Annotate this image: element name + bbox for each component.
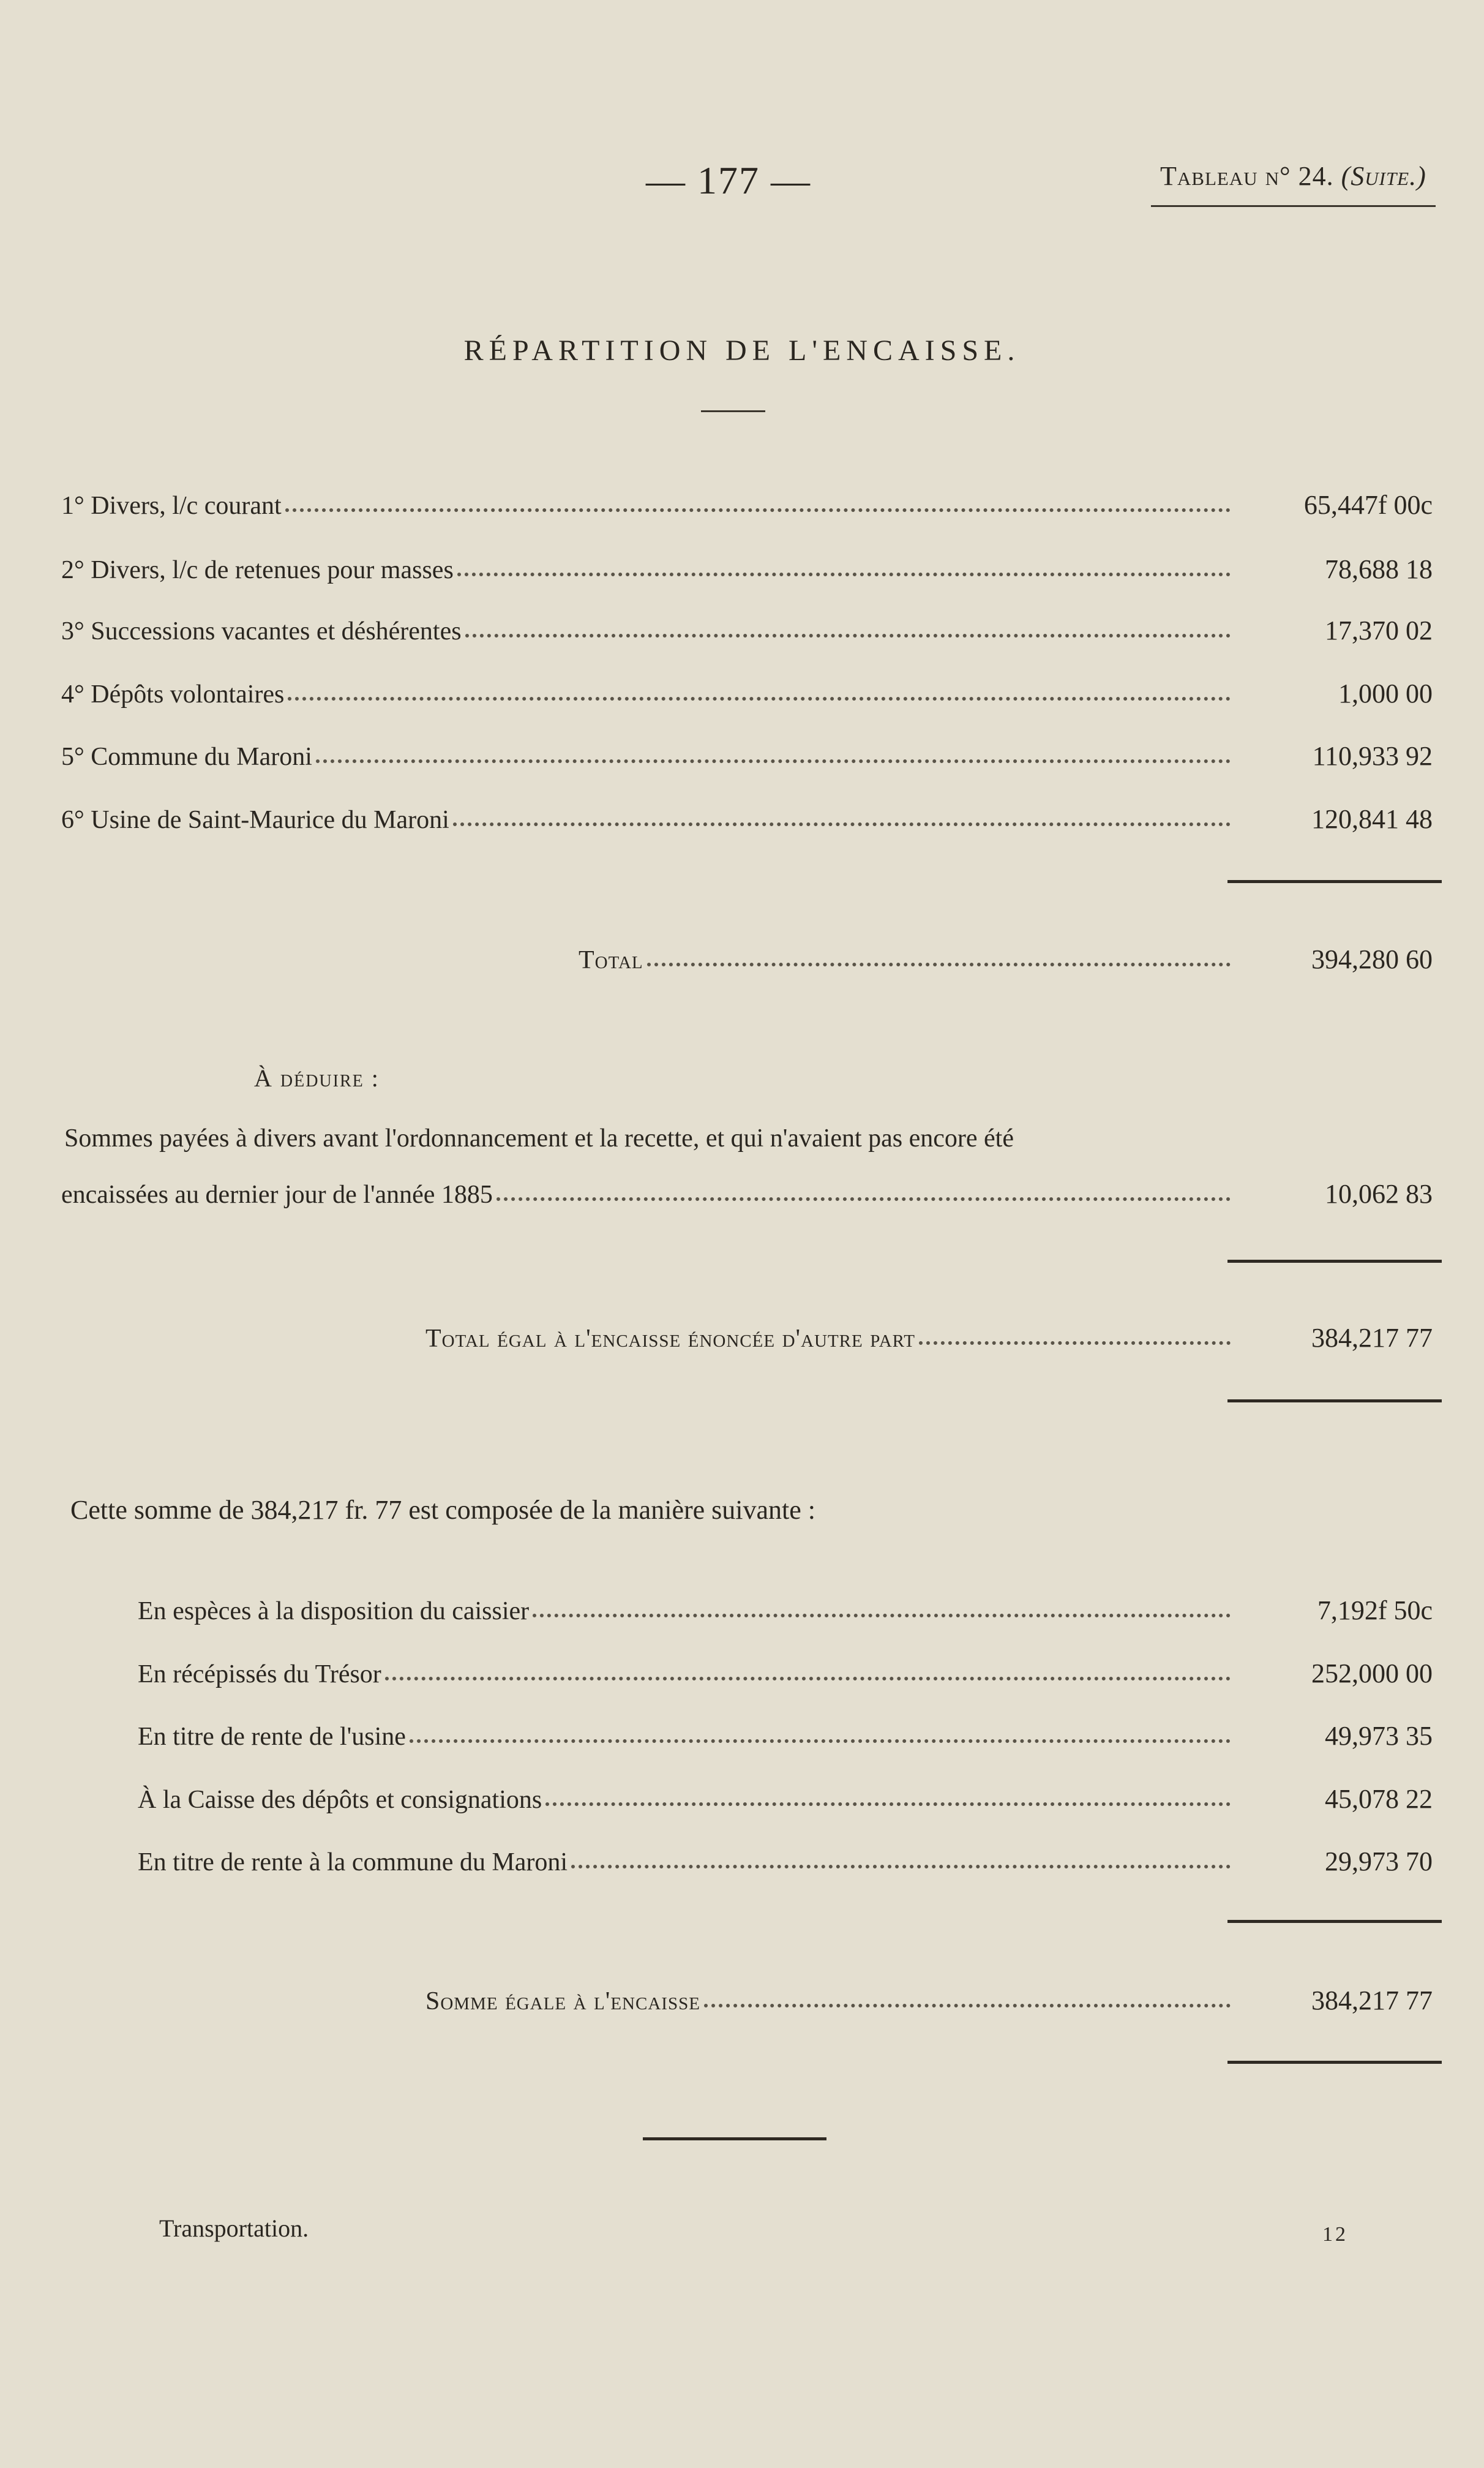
composition-row [138,1834,1433,1877]
encaisse-value: 110,933 92 [1312,741,1433,771]
table-ref-label: Tableau n° 24. [1160,161,1334,191]
dot-leader [497,1197,1231,1201]
encaisse-row [61,603,1433,646]
total-label: Total [579,946,643,974]
encaisse-row [61,542,1433,585]
dot-leader [533,1614,1231,1617]
dot-leader [704,2004,1231,2007]
composition-label: En titre de rente à la commune du Maroni [138,1848,568,1876]
encaisse-value: 78,688 18 [1325,554,1433,584]
encaisse-row [61,729,1433,772]
composition-value: 45,078 22 [1325,1784,1433,1814]
deduction-text-line2: encaissées au dernier jour de l'année 1885 [61,1181,493,1209]
header-rule [1151,205,1436,207]
table-ref-suite: (Suite.) [1341,161,1426,191]
encaisse-row [61,666,1433,709]
encaisse-label: 6° Usine de Saint-Maurice du Maroni [61,806,449,834]
composition-value: 49,973 35 [1325,1721,1433,1751]
total-egal-row [425,1311,1433,1353]
encaisse-label: 5° Commune du Maroni [61,743,312,771]
encaisse-label: 4° Dépôts volontaires [61,680,285,709]
encaisse-value: 65,447f 00c [1303,490,1433,520]
composition-row [138,1583,1433,1626]
total-egal-label: Total égal à l'encaisse énoncée d'autre part [425,1325,915,1353]
dot-leader [285,508,1231,512]
footer-signature-number: 12 [1322,2223,1348,2246]
encaisse-value: 17,370 02 [1325,615,1433,645]
composition-value: 7,192f 50c [1317,1595,1433,1625]
encaisse-label: 2° Divers, l/c de retenues pour masses [61,556,454,584]
page-title: RÉPARTITION DE L'ENCAISSE. [463,334,1021,367]
end-rule [643,2137,826,2140]
composition-label: En récépissés du Trésor [138,1660,381,1688]
total-rule [1227,1399,1442,1402]
composition-value: 29,973 70 [1325,1846,1433,1876]
total-value: 394,280 60 [1311,944,1433,974]
composition-label: À la Caisse des dépôts et consignations [138,1786,542,1814]
dot-leader [385,1677,1231,1680]
composition-intro: Cette somme de 384,217 fr. 77 est composée de la manière suivante : [70,1495,816,1525]
encaisse-value: 120,841 48 [1311,804,1433,834]
somme-egale-row [425,1973,1433,2016]
dot-leader [545,1802,1231,1806]
composition-row [138,1709,1433,1751]
deduction-row [61,1167,1433,1210]
somme-egale-label: Somme égale à l'encaisse [425,1987,700,2015]
dot-leader [571,1865,1231,1868]
dot-leader [457,573,1231,576]
subtotal-rule [1227,1260,1442,1263]
dot-leader [919,1341,1231,1345]
deduction-value: 10,062 83 [1325,1179,1433,1209]
total-rule [1227,2061,1442,2064]
encaisse-row [61,792,1433,835]
encaisse-value: 1,000 00 [1338,679,1433,709]
composition-row [138,1646,1433,1689]
dot-leader [453,822,1231,826]
dot-leader [288,697,1231,701]
title-rule [701,410,765,412]
dot-leader [647,963,1231,966]
dot-leader [410,1739,1231,1743]
dot-leader [465,634,1231,638]
composition-label: En titre de rente de l'usine [138,1723,406,1751]
deduction-text-line1: Sommes payées à divers avant l'ordonnancement et la recette, et qui n'avaient pas encore été [64,1124,1014,1153]
somme-egale-value: 384,217 77 [1311,1985,1433,2015]
page-number: — 177 — [646,159,811,202]
composition-label: En espèces à la disposition du caissier [138,1597,530,1625]
table-reference [1160,160,1426,192]
encaisse-row [61,478,1433,521]
composition-row [138,1772,1433,1815]
dot-leader [316,759,1231,763]
composition-value: 252,000 00 [1311,1658,1433,1688]
total-row [579,932,1433,975]
footer-section-name: Transportation. [159,2214,309,2242]
deduction-heading: À déduire : [254,1064,380,1092]
encaisse-label: 3° Successions vacantes et déshérentes [61,617,462,645]
total-egal-value: 384,217 77 [1311,1323,1433,1353]
subtotal-rule [1227,1920,1442,1923]
encaisse-label: 1° Divers, l/c courant [61,492,282,520]
subtotal-rule [1227,880,1442,883]
